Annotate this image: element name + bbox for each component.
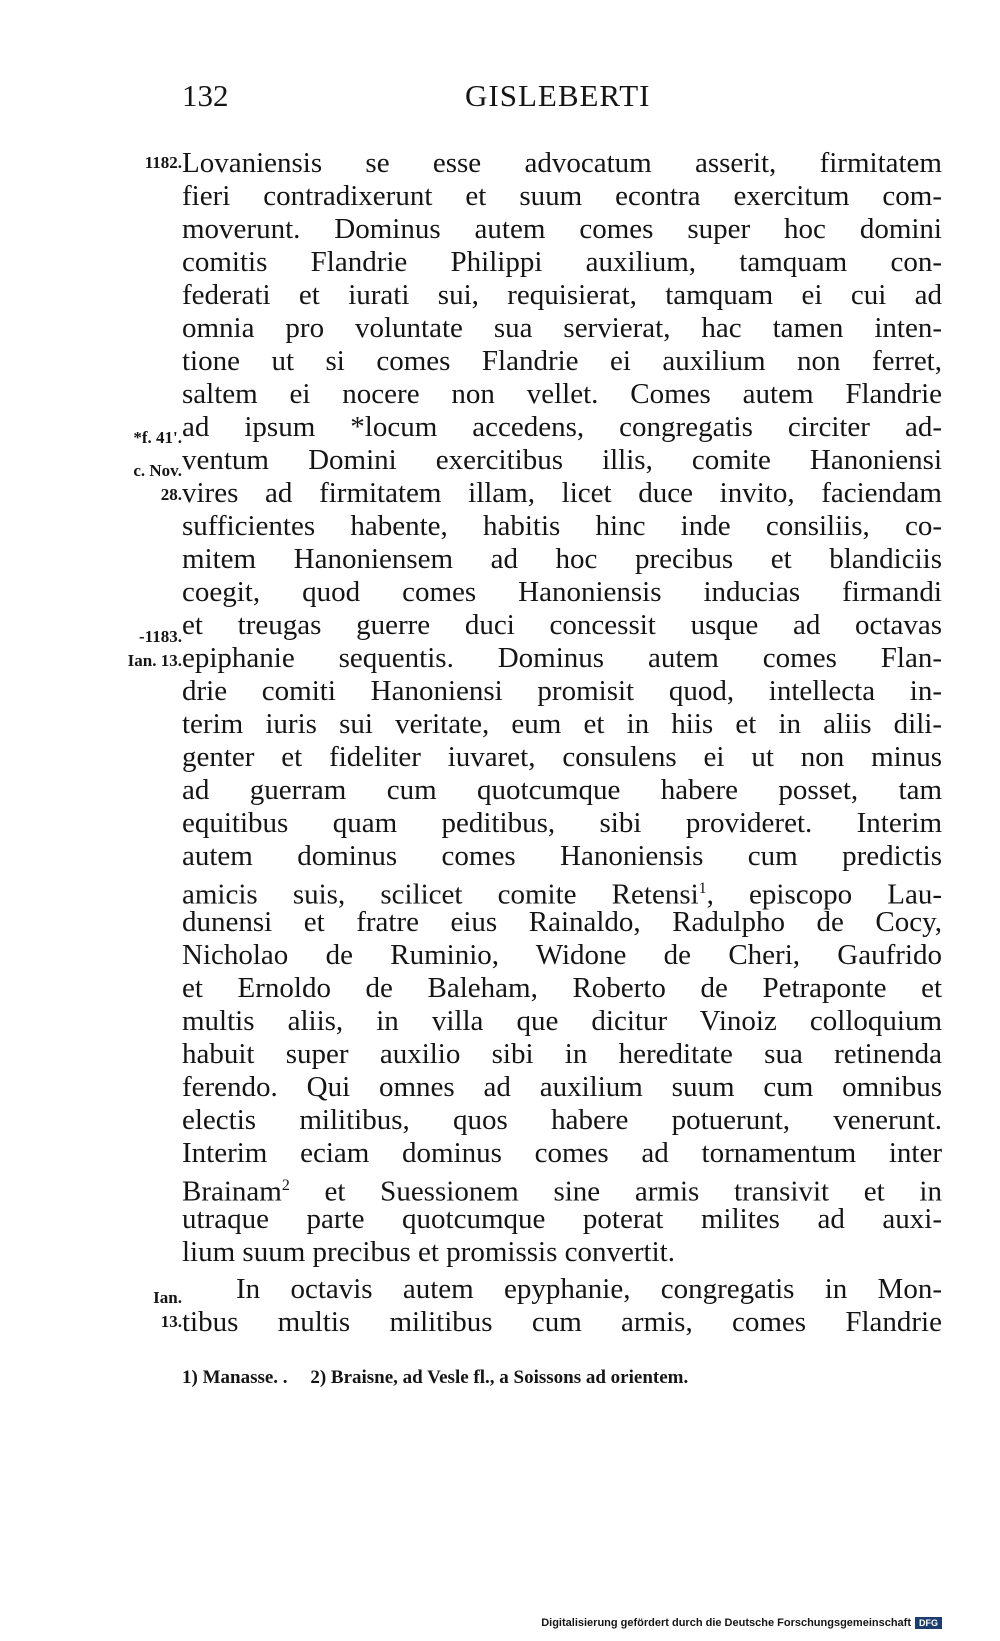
text-line	[182, 1169, 942, 1208]
page-number: 132	[182, 78, 229, 113]
footnote-ref: 1	[698, 880, 707, 897]
text-line: electis militibus, quos habere potuerunt, venerunt.	[182, 1104, 942, 1136]
text-line: vires ad firmitatem illam, licet duce invito, faciendam	[182, 477, 942, 509]
text-line: mitem Hanoniensem ad hoc precibus et blandiciis	[182, 543, 942, 575]
text-line: lium suum precibus et promissis convertit.	[182, 1236, 675, 1268]
text-line: et Ernoldo de Baleham, Roberto de Petraponte et	[182, 972, 942, 1004]
text-line: autem dominus comes Hanoniensis cum predictis	[182, 840, 942, 872]
margin-note: 1182.	[144, 153, 182, 172]
text-line: et treugas guerre duci concessit usque ad octavas	[182, 609, 942, 641]
credit-text: Digitalisierung gefördert durch die Deutsche Forschungsgemeinschaft	[541, 1617, 911, 1629]
margin-note: Ian. 13.	[127, 651, 182, 670]
text-line: federati et iurati sui, requisierat, tamquam ei cui ad	[182, 279, 942, 311]
text-line: equitibus quam peditibus, sibi provideret. Interim	[182, 807, 942, 839]
footnotes	[182, 1367, 706, 1389]
text-line: saltem ei nocere non vellet. Comes autem Flandrie	[182, 378, 942, 410]
line-text: , episcopo Lau-	[706, 878, 942, 911]
margin-note: -1183.	[139, 627, 182, 646]
text-line: In octavis autem epyphanie, congregatis in Mon-	[236, 1273, 942, 1305]
line-text: et Suessionem sine armis transivit et in	[289, 1175, 942, 1208]
digitization-credit	[541, 1617, 942, 1629]
text-line: ventum Domini exercitibus illis, comite Hanoniensi	[182, 444, 942, 476]
text-line: ad guerram cum quotcumque habere posset, tam	[182, 774, 942, 806]
text-line: Lovaniensis se esse advocatum asserit, firmitatem	[182, 147, 942, 179]
line-text: Brainam	[182, 1175, 282, 1208]
footnote: 1) Manasse. .	[182, 1367, 288, 1388]
text-line: coegit, quod comes Hanoniensis inducias firmandi	[182, 576, 942, 608]
margin-note: 28.	[160, 485, 182, 504]
text-line: comitis Flandrie Philippi auxilium, tamquam con-	[182, 246, 942, 278]
text-line: tibus multis militibus cum armis, comes Flandrie	[182, 1306, 942, 1338]
text-line: sufficientes habente, habitis hinc inde consiliis, co-	[182, 510, 942, 542]
text-line: utraque parte quotcumque poterat milites ad auxi-	[182, 1203, 942, 1235]
text-line: moverunt. Dominus autem comes super hoc domini	[182, 213, 942, 245]
margin-note: Ian.	[153, 1288, 182, 1307]
text-line: terim iuris sui veritate, eum et in hiis et in aliis dili-	[182, 708, 942, 740]
line-text: amicis suis, scilicet comite Retensi	[182, 878, 699, 911]
margin-note: 13.	[160, 1312, 182, 1331]
text-line: Interim eciam dominus comes ad tornamentum inter	[182, 1137, 942, 1169]
text-line: drie comiti Hanoniensi promisit quod, intellecta in-	[182, 675, 942, 707]
text-line: genter et fideliter iuvaret, consulens ei ut non minus	[182, 741, 942, 773]
text-line: tione ut si comes Flandrie ei auxilium non ferret,	[182, 345, 942, 377]
running-head: GISLEBERTI	[465, 78, 651, 113]
text-line: ad ipsum *locum accedens, congregatis circiter ad-	[182, 411, 942, 443]
text-line: dunensi et fratre eius Rainaldo, Radulpho de Cocy,	[182, 906, 942, 938]
text-line: ferendo. Qui omnes ad auxilium suum cum omnibus	[182, 1071, 942, 1103]
footnote: 2) Braisne, ad Vesle fl., a Soissons ad orientem.	[310, 1367, 689, 1388]
text-line: omnia pro voluntate sua servierat, hac tamen inten-	[182, 312, 942, 344]
margin-note: *f. 41'.	[133, 428, 182, 447]
text-line: epiphanie sequentis. Dominus autem comes Flan-	[182, 642, 942, 674]
text-line	[182, 872, 942, 911]
text-line: multis aliis, in villa que dicitur Vinoiz colloquium	[182, 1005, 942, 1037]
margin-note: c. Nov.	[133, 461, 182, 480]
dfg-logo-icon: DFG	[915, 1617, 942, 1629]
footnote-ref: 2	[281, 1177, 290, 1194]
text-line: fieri contradixerunt et suum econtra exercitum com-	[182, 180, 942, 212]
text-line: habuit super auxilio sibi in hereditate sua retinenda	[182, 1038, 942, 1070]
text-line: Nicholao de Ruminio, Widone de Cheri, Gaufrido	[182, 939, 942, 971]
